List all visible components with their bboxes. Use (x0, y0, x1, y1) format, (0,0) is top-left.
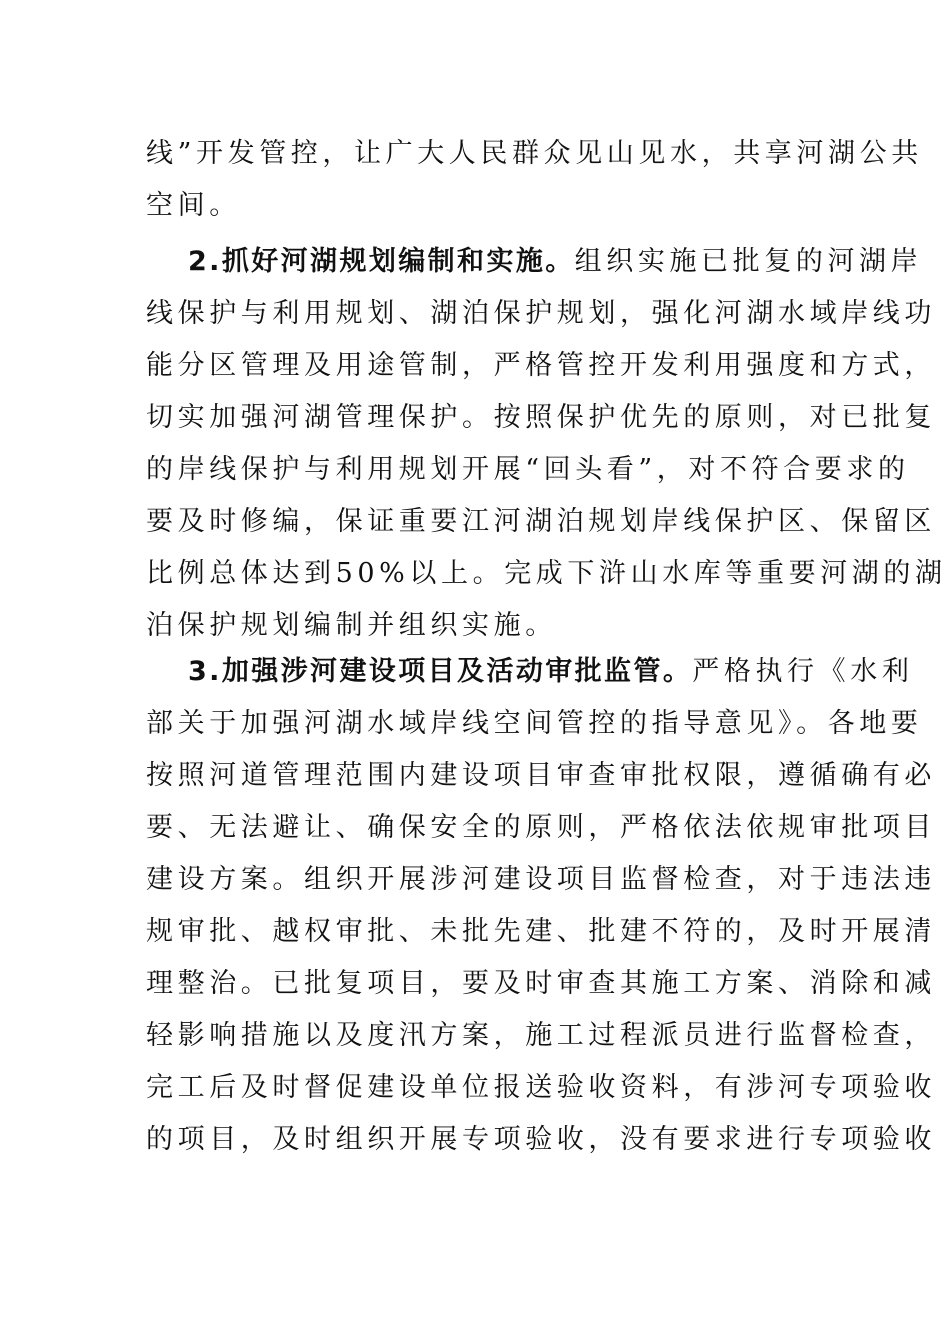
text-line: 轻影响措施以及度汛方案，施工过程派员进行监督检查， (146, 1020, 936, 1051)
text-line: 完工后及时督促建设单位报送验收资料，有涉河专项验收 (146, 1072, 936, 1103)
text-line: 切实加强河湖管理保护。按照保护优先的原则，对已批复 (146, 402, 936, 433)
text-line: 建设方案。组织开展涉河建设项目监督检查，对于违法违 (146, 864, 936, 895)
text-line: 按照河道管理范围内建设项目审查审批权限，遵循确有必 (146, 760, 936, 791)
text-line: 能分区管理及用途管制，严格管控开发利用强度和方式， (146, 350, 936, 381)
section-2-first-line (146, 236, 923, 288)
text-line: 空间。 (146, 190, 241, 221)
text-line: 的项目，及时组织开展专项验收，没有要求进行专项验收 (146, 1124, 936, 1155)
text-line: 线”开发管控，让广大人民群众见山见水，共享河湖公共 (146, 138, 923, 169)
text-line: 的岸线保护与利用规划开展“回头看”，对不符合要求的 (146, 454, 910, 485)
section-3-heading: 3.加强涉河建设项目及活动审批监管。 (188, 656, 693, 687)
section-2-paragraph (146, 236, 947, 652)
text-line: 要、无法避让、确保安全的原则，严格依法依规审批项目 (146, 812, 936, 843)
text-line: 部关于加强河湖水域岸线空间管控的指导意见》。各地要 (146, 708, 923, 739)
section-3-first-line (146, 646, 914, 698)
text-line: 比例总体达到50%以上。完成下浒山水库等重要河湖的湖 (146, 558, 947, 589)
text-line: 要及时修编，保证重要江河湖泊规划岸线保护区、保留区 (146, 506, 936, 537)
text-line: 规审批、越权审批、未批先建、批建不符的，及时开展清 (146, 916, 936, 947)
text-line: 线保护与利用规划、湖泊保护规划，强化河湖水域岸线功 (146, 298, 936, 329)
intro-paragraph (146, 128, 923, 232)
text-line: 泊保护规划编制并组织实施。 (146, 610, 557, 641)
section-2-heading: 2.抓好河湖规划编制和实施。 (188, 246, 575, 277)
section-2-first-line-text: 组织实施已批复的河湖岸 (574, 246, 923, 277)
section-3-paragraph (146, 646, 936, 1166)
text-line: 理整治。已批复项目，要及时审查其施工方案、消除和减 (146, 968, 936, 999)
section-3-first-line-text: 严格执行《水利 (692, 656, 914, 687)
